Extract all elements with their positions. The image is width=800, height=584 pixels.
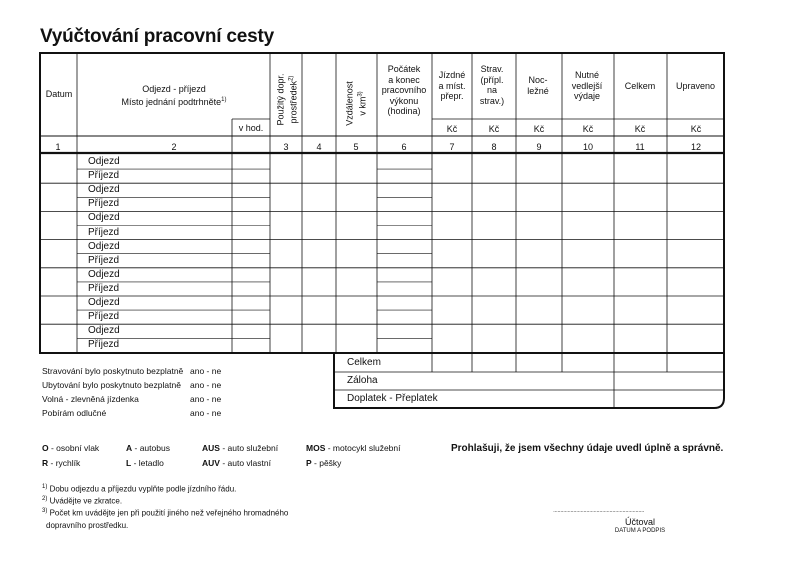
header-upraveno: Upraveno [675, 81, 716, 91]
row-label-odjezd: Odjezd [88, 212, 120, 224]
legend-item [42, 458, 80, 468]
footnote [42, 496, 122, 506]
header-jizdne-1: Jízdné [438, 70, 466, 80]
row-label-prijezd: Příjezd [88, 282, 120, 294]
summary-celkem: Celkem [347, 357, 381, 368]
header-pocatek [377, 64, 431, 117]
column-number: 6 [401, 142, 407, 152]
footnote-text: Počet km uvádějte jen při použití jiného než veřejného hromadného [47, 508, 289, 518]
header-nocl-1: Noc- [528, 75, 548, 85]
currency-label: Kč [533, 124, 545, 134]
column-number: 10 [582, 142, 593, 152]
condition-value: ano - ne [190, 408, 222, 418]
legend-text: - autobus [132, 443, 170, 453]
row-label-prijezd: Příjezd [88, 254, 120, 266]
header-strav-3: na [486, 85, 497, 95]
declaration: Prohlašuji, že jsem všechny údaje uvedl úplně a správně. [451, 443, 724, 454]
footnote-ref-3: 3) [357, 91, 363, 97]
legend-item [202, 458, 271, 468]
header-pocatek-3: pracovního [381, 85, 427, 95]
row-label-odjezd: Odjezd [88, 184, 120, 196]
condition-label: Pobírám odlučné [42, 408, 107, 418]
footnote-text: dopravního prostředku. [46, 520, 129, 530]
legend-text: - letadlo [131, 458, 164, 468]
header-odjezd-line1: Odjezd - příjezd [142, 84, 206, 94]
row-label-odjezd: Odjezd [88, 240, 120, 252]
legend-code: P [306, 458, 312, 468]
condition-label: Volná - zlevněná jízdenka [42, 394, 139, 404]
signature-label: Účtoval [624, 517, 655, 527]
row-label-prijezd: Příjezd [88, 226, 120, 238]
legend-code: AUV [202, 458, 220, 468]
condition-label: Stravování bylo poskytnuto bezplatně [42, 366, 184, 376]
header-jizdne [432, 70, 472, 102]
legend-item [306, 458, 341, 468]
header-pouzity-line1: Použitý dopr. [275, 73, 286, 126]
summary-doplatek: Doplatek - Přeplatek [347, 393, 438, 404]
header-pouzity-line2: prostředek [288, 80, 298, 124]
currency-label: Kč [488, 124, 500, 134]
row-label-odjezd: Odjezd [88, 268, 120, 280]
header-vzdalenost-line1: Vzdálenost [344, 81, 355, 126]
header-vzdalenost-line2: v km [357, 96, 367, 116]
footnote-number: 3) [42, 508, 48, 514]
header-pocatek-5: (hodina) [387, 106, 421, 116]
footnote [42, 508, 288, 518]
signature-sub: DATUM A PODPIS [614, 528, 666, 534]
footnote-ref-2: 2) [288, 75, 294, 81]
legend-text: - auto služební [219, 443, 279, 453]
header-odjezd [78, 84, 270, 107]
header-nutne-1: Nutné [574, 70, 600, 80]
legend-item [42, 443, 99, 453]
header-nutne-2: vedlejší [571, 80, 603, 91]
condition-value: ano - ne [190, 380, 222, 390]
column-number: 1 [55, 142, 61, 152]
header-nocl-2: ležné [527, 85, 549, 96]
column-number: 5 [353, 142, 359, 152]
header-odjezd-line2: Místo jednání podtrhněte [121, 96, 222, 107]
currency-label: Kč [634, 124, 646, 134]
legend-text: - motocykl služební [325, 443, 401, 453]
row-label-prijezd: Příjezd [88, 170, 120, 182]
legend-item [306, 443, 401, 453]
header-strav-1: Strav. [480, 64, 504, 74]
footnote [42, 484, 236, 494]
header-jizdne-3: přepr. [440, 91, 464, 101]
header-v-hod: v hod. [238, 123, 264, 133]
signature-line: ............................................................... [553, 507, 645, 514]
legend-item [202, 443, 278, 453]
page-title: Vyúčtování pracovní cesty [40, 26, 275, 47]
condition-value: ano - ne [190, 394, 222, 404]
legend-code: AUS [202, 443, 220, 453]
column-number: 8 [491, 142, 497, 152]
legend-item [126, 458, 164, 468]
row-label-odjezd: Odjezd [88, 297, 120, 308]
legend-text: - osobní vlak [48, 443, 100, 453]
header-celkem: Celkem [624, 81, 656, 91]
footnote-text: Uvádějte ve zkratce. [47, 496, 123, 506]
row-label-prijezd: Příjezd [88, 311, 120, 323]
legend-item [126, 443, 170, 453]
header-nutne [562, 70, 612, 102]
footnote-number: 2) [42, 496, 48, 502]
legend-text: - pěšky [311, 458, 342, 468]
header-pocatek-1: Počátek [387, 64, 421, 74]
header-strav-2: (přípl. [480, 74, 504, 85]
footnote [42, 520, 128, 530]
header-pocatek-2: a konec [388, 74, 420, 85]
header-datum: Datum [45, 89, 73, 99]
footnote-number: 1) [42, 484, 48, 490]
condition-value: ano - ne [190, 366, 222, 376]
row-label-prijezd: Příjezd [88, 339, 120, 351]
column-number: 12 [690, 142, 701, 152]
legend-text: - auto vlastní [219, 458, 271, 468]
header-strav-4: strav.) [479, 95, 505, 106]
column-number: 7 [449, 142, 455, 152]
column-number: 9 [536, 142, 542, 152]
row-label-odjezd: Odjezd [88, 156, 120, 167]
header-vzdalenost [345, 64, 368, 144]
header-nocl [516, 75, 560, 96]
legend-code: R [42, 458, 49, 468]
footnote-ref-1: 1) [221, 96, 227, 103]
header-strav [472, 64, 512, 106]
currency-label: Kč [446, 124, 458, 134]
summary-zaloha: Záloha [347, 375, 378, 386]
column-number: 3 [283, 142, 289, 152]
legend-text: - rychlík [48, 458, 81, 468]
header-nutne-3: výdaje [573, 91, 600, 101]
legend-code: O [42, 443, 49, 453]
column-number: 4 [316, 142, 322, 152]
header-pouzity [276, 60, 299, 140]
currency-label: Kč [690, 124, 702, 134]
column-number: 2 [171, 142, 177, 152]
column-number: 11 [635, 142, 645, 152]
condition-label: Ubytování bylo poskytnuto bezplatně [42, 380, 181, 390]
row-label-prijezd: Příjezd [88, 198, 120, 210]
legend-code: L [126, 458, 132, 468]
legend-code: A [126, 443, 133, 453]
legend-code: MOS [306, 443, 326, 453]
footnote-text: Dobu odjezdu a příjezdu vyplňte podle jízdního řádu. [47, 484, 237, 494]
header-jizdne-2: a míst. [438, 80, 466, 91]
row-label-odjezd: Odjezd [88, 325, 120, 337]
currency-label: Kč [582, 124, 594, 134]
header-pocatek-4: výkonu [389, 95, 419, 106]
